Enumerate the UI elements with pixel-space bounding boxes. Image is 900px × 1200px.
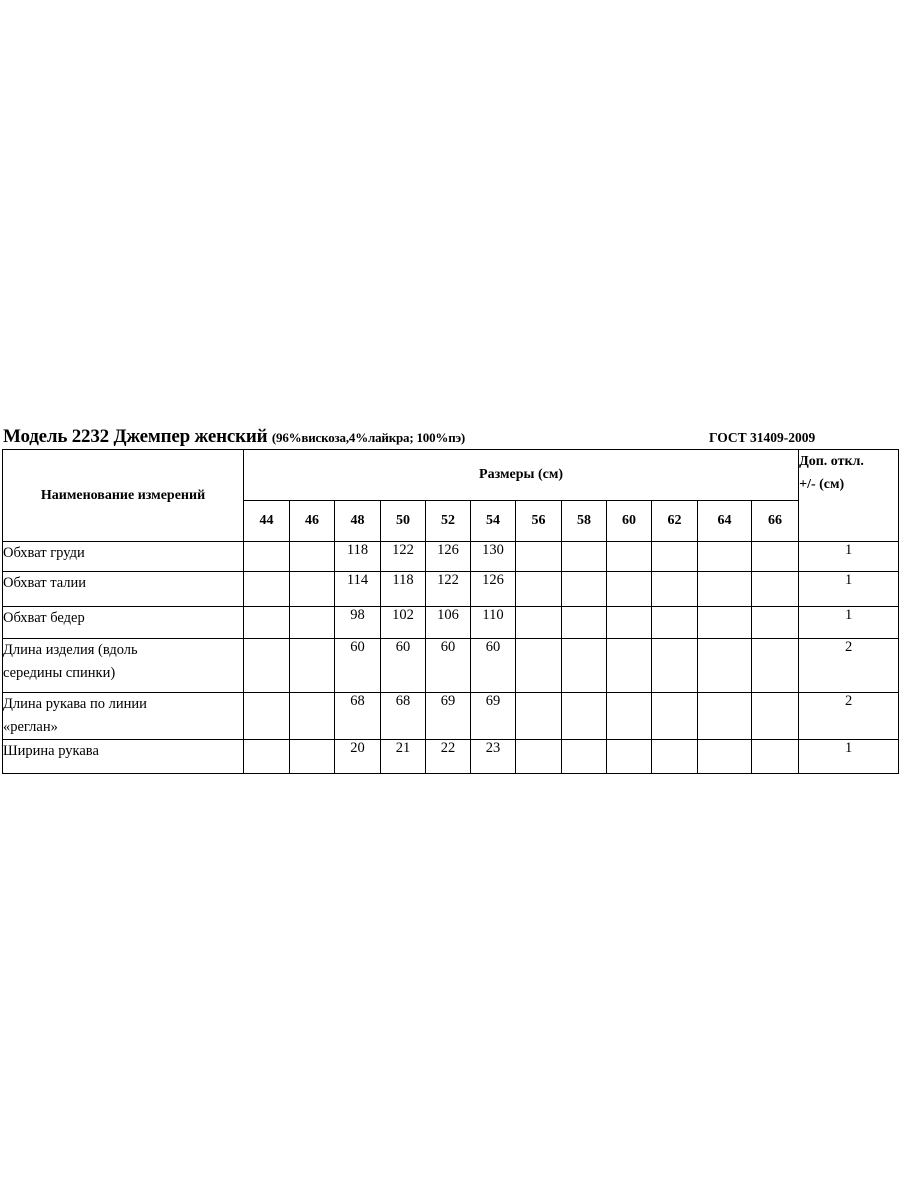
tolerance-header-line2: +/- (см) bbox=[799, 477, 845, 492]
table-cell bbox=[752, 740, 799, 774]
size-66: 66 bbox=[752, 501, 799, 542]
table-cell: 98 bbox=[335, 607, 381, 639]
table-cell: 69 bbox=[471, 693, 516, 740]
table-cell: 122 bbox=[381, 542, 426, 572]
table-cell bbox=[562, 639, 607, 693]
row-name bbox=[3, 693, 244, 740]
table-cell bbox=[290, 542, 335, 572]
table-cell: 114 bbox=[335, 572, 381, 607]
table-cell bbox=[698, 639, 752, 693]
table-cell: 126 bbox=[471, 572, 516, 607]
size-60: 60 bbox=[607, 501, 652, 542]
table-cell: 126 bbox=[426, 542, 471, 572]
gost-standard: ГОСТ 31409-2009 bbox=[709, 430, 816, 445]
table-cell bbox=[652, 740, 698, 774]
row-name bbox=[3, 639, 244, 693]
size-54: 54 bbox=[471, 501, 516, 542]
table-cell: 60 bbox=[381, 639, 426, 693]
size-52: 52 bbox=[426, 501, 471, 542]
table-cell bbox=[652, 607, 698, 639]
table-row bbox=[3, 740, 899, 774]
table-cell bbox=[516, 572, 562, 607]
table-cell: 122 bbox=[426, 572, 471, 607]
tolerance-header-line1: Доп. откл. bbox=[799, 454, 864, 469]
size-46: 46 bbox=[290, 501, 335, 542]
table-cell bbox=[244, 740, 290, 774]
table-cell bbox=[244, 572, 290, 607]
table-cell bbox=[607, 542, 652, 572]
tolerance-cell: 1 bbox=[799, 740, 899, 774]
table-cell bbox=[516, 607, 562, 639]
size-64: 64 bbox=[698, 501, 752, 542]
table-row bbox=[3, 693, 899, 740]
sizes-header: Размеры (см) bbox=[244, 450, 799, 501]
tolerance-cell: 2 bbox=[799, 693, 899, 740]
table-cell bbox=[607, 693, 652, 740]
table-cell: 118 bbox=[335, 542, 381, 572]
table-cell bbox=[652, 542, 698, 572]
tolerance-header bbox=[799, 450, 899, 542]
table-cell bbox=[698, 693, 752, 740]
table-cell: 21 bbox=[381, 740, 426, 774]
row-name-line1: Обхват бедер bbox=[3, 610, 85, 626]
table-cell bbox=[752, 572, 799, 607]
table-cell: 23 bbox=[471, 740, 516, 774]
model-name: Модель 2232 Джемпер женский bbox=[3, 426, 268, 447]
table-row bbox=[3, 639, 899, 693]
row-name-line1: Длина изделия (вдоль bbox=[3, 642, 138, 658]
size-50: 50 bbox=[381, 501, 426, 542]
row-name-line1: Обхват талии bbox=[3, 575, 87, 591]
table-cell bbox=[752, 693, 799, 740]
table-cell bbox=[562, 542, 607, 572]
table-row bbox=[3, 542, 899, 572]
row-name-line1: Обхват груди bbox=[3, 545, 85, 561]
table-cell bbox=[516, 740, 562, 774]
table-cell: 106 bbox=[426, 607, 471, 639]
table-cell bbox=[562, 693, 607, 740]
table-cell: 68 bbox=[381, 693, 426, 740]
table-cell bbox=[607, 607, 652, 639]
row-name bbox=[3, 542, 244, 572]
table-cell bbox=[652, 693, 698, 740]
table-cell: 22 bbox=[426, 740, 471, 774]
table-cell: 60 bbox=[426, 639, 471, 693]
table-cell: 20 bbox=[335, 740, 381, 774]
table-cell bbox=[562, 740, 607, 774]
tolerance-cell: 1 bbox=[799, 607, 899, 639]
tolerance-cell: 1 bbox=[799, 542, 899, 572]
table-cell bbox=[698, 542, 752, 572]
size-56: 56 bbox=[516, 501, 562, 542]
table-cell bbox=[516, 542, 562, 572]
material-composition: (96%вискоза,4%лайкра; 100%пэ) bbox=[271, 430, 466, 445]
model-title bbox=[3, 426, 465, 448]
tolerance-cell: 1 bbox=[799, 572, 899, 607]
table-cell bbox=[698, 740, 752, 774]
table-cell bbox=[752, 607, 799, 639]
table-cell bbox=[752, 639, 799, 693]
table-cell: 102 bbox=[381, 607, 426, 639]
size-44: 44 bbox=[244, 501, 290, 542]
table-cell: 118 bbox=[381, 572, 426, 607]
table-cell bbox=[290, 639, 335, 693]
table-cell bbox=[698, 572, 752, 607]
size-62: 62 bbox=[652, 501, 698, 542]
table-cell bbox=[652, 639, 698, 693]
table-cell bbox=[752, 542, 799, 572]
table-cell: 60 bbox=[335, 639, 381, 693]
tolerance-cell: 2 bbox=[799, 639, 899, 693]
table-cell bbox=[562, 572, 607, 607]
table-cell bbox=[244, 607, 290, 639]
table-row bbox=[3, 607, 899, 639]
table-cell bbox=[290, 572, 335, 607]
table-cell bbox=[244, 639, 290, 693]
table-cell: 68 bbox=[335, 693, 381, 740]
row-name bbox=[3, 740, 244, 774]
title-line bbox=[3, 426, 898, 448]
measurement-name-header: Наименование измерений bbox=[3, 450, 244, 542]
row-name bbox=[3, 607, 244, 639]
size-chart-table bbox=[2, 449, 899, 774]
table-cell: 110 bbox=[471, 607, 516, 639]
table-cell bbox=[607, 572, 652, 607]
table-cell bbox=[244, 542, 290, 572]
table-cell bbox=[516, 639, 562, 693]
table-cell bbox=[244, 693, 290, 740]
table-cell: 69 bbox=[426, 693, 471, 740]
table-cell bbox=[290, 740, 335, 774]
table-cell bbox=[652, 572, 698, 607]
table-cell: 130 bbox=[471, 542, 516, 572]
table-cell bbox=[698, 607, 752, 639]
table-cell bbox=[290, 693, 335, 740]
table-cell bbox=[562, 607, 607, 639]
size-58: 58 bbox=[562, 501, 607, 542]
row-name-line1: Ширина рукава bbox=[3, 743, 99, 759]
row-name-line1: Длина рукава по линии bbox=[3, 696, 147, 712]
row-name-line2: «реглан» bbox=[3, 719, 58, 735]
row-name bbox=[3, 572, 244, 607]
table-cell bbox=[607, 740, 652, 774]
table-cell bbox=[607, 639, 652, 693]
header-row bbox=[3, 450, 899, 501]
table-cell bbox=[516, 693, 562, 740]
table-row bbox=[3, 572, 899, 607]
table-cell bbox=[290, 607, 335, 639]
table-cell: 60 bbox=[471, 639, 516, 693]
row-name-line2: середины спинки) bbox=[3, 665, 116, 681]
size-48: 48 bbox=[335, 501, 381, 542]
